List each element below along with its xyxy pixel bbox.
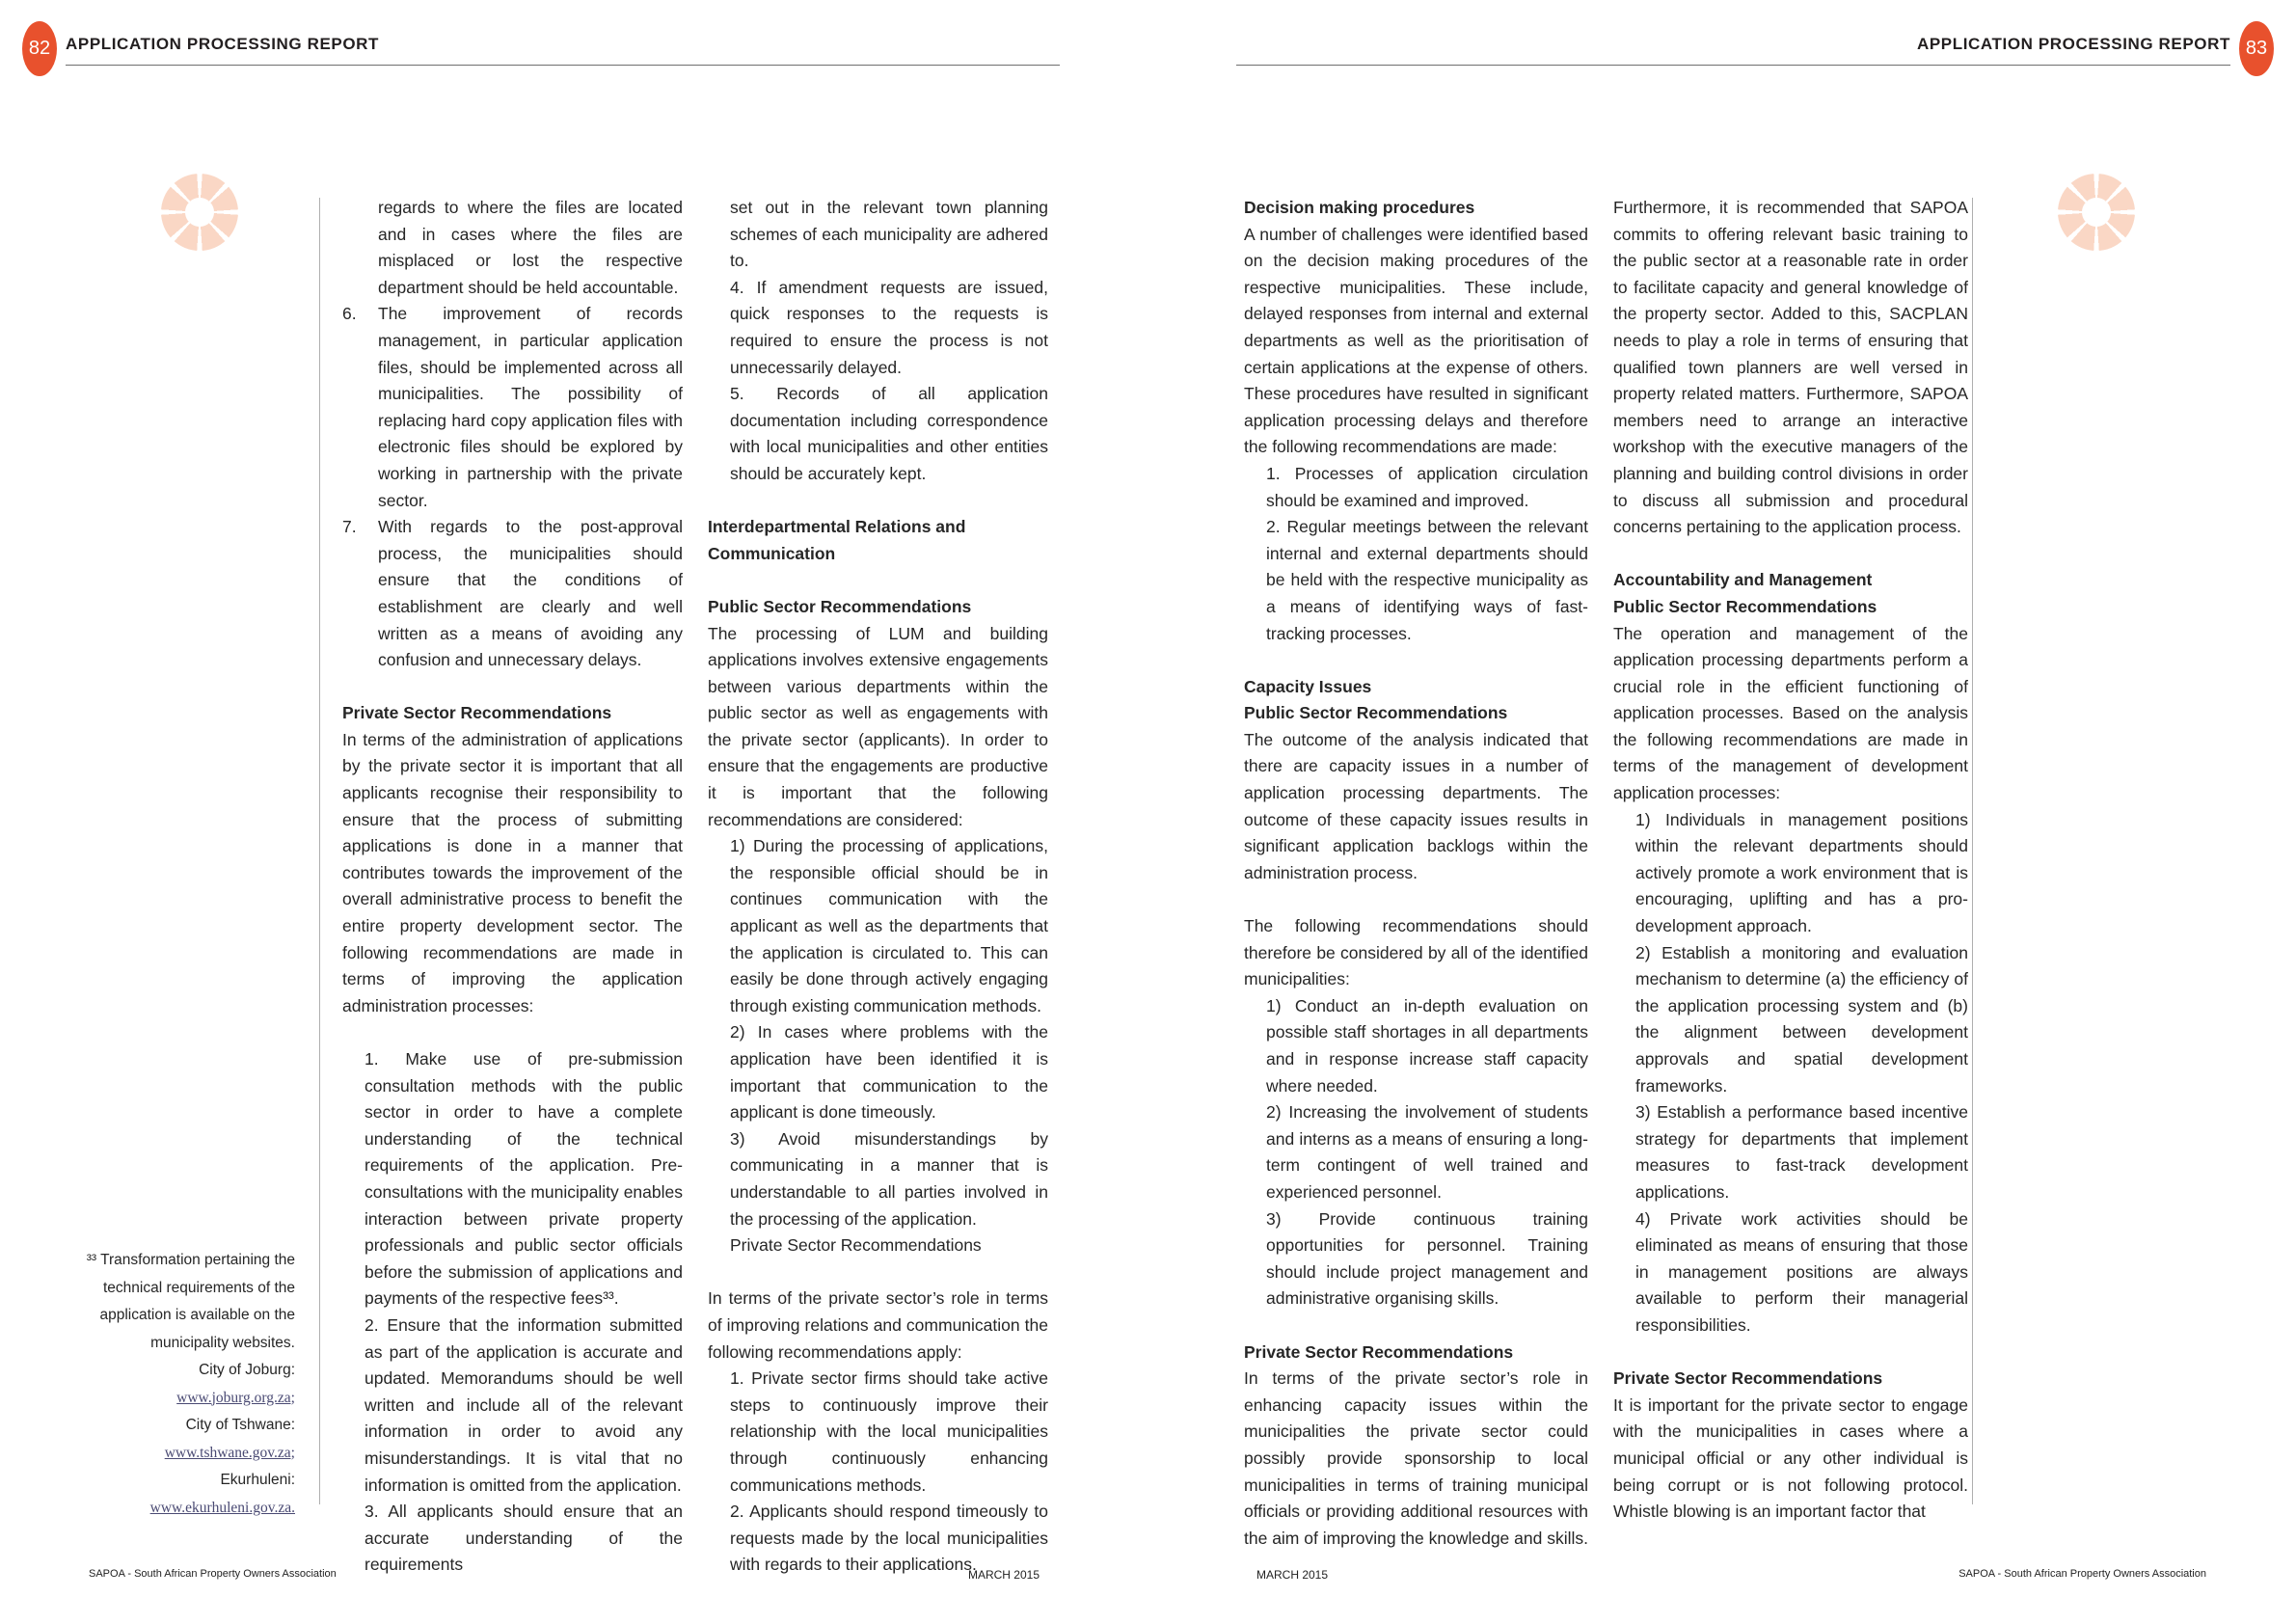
paragraph: The outcome of the analysis indicated that there are capacity issues in a number of application processing departments. The outcome of these capacity issues results in significant application backlogs within the administration process. bbox=[1244, 729, 1588, 882]
list-item: 2) In cases where problems with the application have been identified it is important that communication to the applicant is done timeously. bbox=[730, 1022, 1048, 1123]
paragraph: The processing of LUM and building applications involves extensive engagements between various departments within the public sector as well as engagements with the private sector (applicants). In order to ensure that the engagements are productive it is important that the following recommendations are considered: bbox=[708, 623, 1048, 829]
footnote-text: Ekurhuleni: bbox=[220, 1472, 295, 1488]
footer-date-left: MARCH 2015 bbox=[967, 1568, 1040, 1582]
list-item-text: regards to where the files are located and in cases where the files are misplaced or lost the respective department should be held accountable. bbox=[378, 198, 683, 297]
list-item: 3. All applicants should ensure that an accurate understanding of the requirements bbox=[365, 1502, 683, 1575]
spacer bbox=[342, 674, 683, 701]
margin-rule-left bbox=[319, 198, 320, 1504]
list-item: 1. Private sector firms should take active steps to continuously improve their relationship with the local municipalities through continuously enhancing communications methods. bbox=[730, 1368, 1048, 1495]
list-item: set out in the relevant town planning schemes of each municipality are adhered to. bbox=[730, 198, 1048, 271]
spacer bbox=[1244, 647, 1588, 674]
list-number: 6. bbox=[342, 304, 357, 324]
list-item: 3) Provide continuous training opportunities for personnel. Training should include project management and administrative organising skills. bbox=[1266, 1208, 1588, 1309]
list-item bbox=[342, 301, 683, 514]
paragraph: Furthermore, it is recommended that SAPOA commits to offering relevant basic training to the public sector at a reasonable rate in order to facilitate capacity and general knowledge of the property sector. Added to this, SACPLAN needs to play a role in terms of ensuring that qualified town planners are well versed in property related matters. Furthermore, SAPOA members need to arrange an interactive workshop with the executive managers of the planning and building control divisions in order to discuss all submission and procedural concerns pertaining to the application process. bbox=[1613, 198, 1968, 537]
footnote-text: application is available on the bbox=[99, 1307, 295, 1323]
list-item: 2) Establish a monitoring and evaluation mechanism to determine (a) the efficiency of the application processing system and (b) the alignment between development approvals and spatial development frameworks. bbox=[1635, 942, 1968, 1096]
header-title-left: APPLICATION PROCESSING REPORT bbox=[66, 35, 380, 53]
footnote bbox=[54, 1247, 295, 1522]
spacer bbox=[708, 488, 1048, 515]
list-item bbox=[342, 514, 683, 674]
spacer bbox=[342, 1019, 683, 1046]
section-heading: Public Sector Recommendations bbox=[1613, 596, 1877, 616]
margin-rule-right bbox=[1972, 198, 1973, 1504]
list-item: 1. Make use of pre-submission consultation methods with the public sector in order to have a complete understanding of the technical requirements of the application. Pre-consultations with the municipality enables interaction between private property professionals and public sector officials before the submission of applications and payments of the respective fees³³. bbox=[365, 1049, 683, 1309]
list-item: 2. Applicants should respond timeously to requests made by the local municipalities with regards to their applications. bbox=[730, 1502, 1048, 1575]
spacer bbox=[1613, 541, 1968, 568]
list-item bbox=[342, 195, 683, 301]
list-item: 3) Avoid misunderstandings by communicating in a manner that is understandable to all parties involved in the processing of the application. bbox=[730, 1128, 1048, 1229]
paragraph: The following recommendations should therefore be considered by all of the identified municipalities: bbox=[1244, 916, 1588, 989]
header-rule-left bbox=[66, 65, 1060, 66]
footer-date-right: MARCH 2015 bbox=[1256, 1568, 1329, 1582]
footnote-link[interactable]: www.joburg.org.za; bbox=[176, 1389, 295, 1406]
right-page-column-1 bbox=[1244, 195, 1588, 1552]
footnote-text: City of Joburg: bbox=[199, 1362, 295, 1378]
list-item: 1) During the processing of applications, the responsible official should be in continues communication with the applicant as well as the departments that the application is circulated to. This can easily be done through actively engaging through existing communication methods. bbox=[730, 836, 1048, 1015]
list-item: 4) Private work activities should be eliminated as means of ensuring that those in management positions are always available to perform their managerial responsibilities. bbox=[1635, 1208, 1968, 1335]
footer-association-left: SAPOA - South African Property Owners Association bbox=[89, 1568, 337, 1580]
list-number: 7. bbox=[342, 517, 357, 537]
paragraph: In terms of the administration of applications by the private sector it is important that all applicants recognise their responsibility to ensure that the process of submitting applications is done in a manner that contributes towards the improvement of the overall administrative process to benefit the entire property development sector. The following recommendations are made in terms of improving the application administration processes: bbox=[342, 729, 683, 1015]
spacer bbox=[1244, 1313, 1588, 1340]
footnote-link[interactable]: www.ekurhuleni.gov.za. bbox=[149, 1499, 295, 1516]
header-title-right: APPLICATION PROCESSING REPORT bbox=[1916, 35, 2230, 53]
list-item: 2) Increasing the involvement of students and interns as a means of ensuring a long-term contingent of well trained and experienced personnel. bbox=[1266, 1102, 1588, 1202]
paragraph: A number of challenges were identified based on the decision making procedures of the respective municipalities. These include, delayed responses from internal and external departments as well as the prioritisation of certain applications at the expense of others. These procedures have resulted in significant application processing delays and therefore the following recommendations are made: bbox=[1244, 224, 1588, 457]
list-item: 1) Conduct an in-depth evaluation on possible staff shortages in all departments and in response increase staff capacity where needed. bbox=[1266, 995, 1588, 1096]
section-heading: Private Sector Recommendations bbox=[1244, 1341, 1514, 1362]
flower-ornament-icon bbox=[161, 174, 238, 251]
paragraph: It is important for the private sector to engage with the municipalities in cases where a municipal official or any other individual is being corrupt or is not following protocol. Whistle blowing is an important factor that bbox=[1613, 1394, 1968, 1522]
list-item: 1. Processes of application circulation should be examined and improved. bbox=[1266, 463, 1588, 510]
list-item: 1) Individuals in management positions within the relevant departments should actively promote a work environment that is encouraging, uplifting and has a pro-development approach. bbox=[1635, 809, 1968, 936]
list-item: 5. Records of all application documentation including correspondence with local municipalities and other entities should be accurately kept. bbox=[730, 384, 1048, 483]
list-item-text: With regards to the post-approval process, the municipalities should ensure that the conditions of establishment are clearly and well written as a means of avoiding any confusion and unnecessary delays. bbox=[378, 517, 683, 670]
list-item-text: The improvement of records management, in particular application files, should be implemented across all municipalities. The possibility of replacing hard copy application files with electronic files should be explored by working in partnership with the private sector. bbox=[378, 304, 683, 510]
flower-ornament-icon bbox=[2058, 174, 2135, 251]
footnote-text: technical requirements of the bbox=[102, 1279, 295, 1296]
section-heading: Private Sector Recommendations bbox=[1613, 1368, 1883, 1389]
list-item: 2. Ensure that the information submitted as part of the application is accurate and updated. Memorandums should be well written and include all of the relevant information in order to avoid any misunderstandings. It is vital that no information is omitted from the application. bbox=[365, 1314, 683, 1495]
section-heading: Private Sector Recommendations bbox=[342, 703, 612, 723]
footnote-text: municipality websites. bbox=[150, 1334, 295, 1351]
spacer bbox=[1613, 1340, 1968, 1367]
header-rule-right bbox=[1236, 65, 2230, 66]
footnote-text: City of Tshwane: bbox=[185, 1417, 295, 1433]
section-heading: Public Sector Recommendations bbox=[1244, 703, 1508, 723]
paragraph: In terms of the private sector’s role in terms of improving relations and communication the following recommendations apply: bbox=[708, 1288, 1048, 1362]
list-number bbox=[342, 195, 378, 301]
page-number-badge-right: 83 bbox=[2239, 21, 2274, 76]
section-heading: Capacity Issues bbox=[1244, 676, 1372, 696]
spacer bbox=[708, 1259, 1048, 1286]
footnote-link[interactable]: www.tshwane.gov.za; bbox=[164, 1444, 295, 1461]
right-page-column-2 bbox=[1613, 195, 1968, 1526]
section-heading: Accountability and Management bbox=[1613, 570, 1873, 590]
list-item: Private Sector Recommendations bbox=[730, 1235, 982, 1256]
spacer bbox=[708, 567, 1048, 594]
left-page-column-1 bbox=[342, 195, 683, 1579]
spacer bbox=[1244, 886, 1588, 913]
page-number-badge-left: 82 bbox=[22, 21, 57, 76]
list-item: 2. Regular meetings between the relevant internal and external departments should be held with the respective municipality as a means of identifying ways of fast-tracking processes. bbox=[1266, 517, 1588, 643]
paragraph: In terms of the private sector’s role in enhancing capacity issues within the municipalities the private sector could possibly provide sponsorship to local municipalities in terms of training municipal officials or providing additional resources with the aim of improving the knowledge and skills. bbox=[1244, 1368, 1588, 1548]
footnote-text: ³³ Transformation pertaining the bbox=[86, 1252, 295, 1268]
footer-association-right: SAPOA - South African Property Owners Association bbox=[1958, 1568, 2206, 1580]
list-item: 4. If amendment requests are issued, quick responses to the requests is required to ensure the process is not unnecessarily delayed. bbox=[730, 277, 1048, 377]
section-heading: Public Sector Recommendations bbox=[708, 596, 972, 616]
paragraph: The operation and management of the application processing departments perform a crucial role in the efficient functioning of application processes. Based on the analysis the following recommendations are made in terms of the management of development application processes: bbox=[1613, 623, 1968, 803]
section-heading: Interdepartmental Relations and Communication bbox=[708, 517, 966, 563]
left-page-column-2 bbox=[708, 195, 1048, 1579]
list-item: 3) Establish a performance based incentive strategy for departments that implement measures to fast-track development applications. bbox=[1635, 1102, 1968, 1202]
section-heading: Decision making procedures bbox=[1244, 198, 1475, 217]
